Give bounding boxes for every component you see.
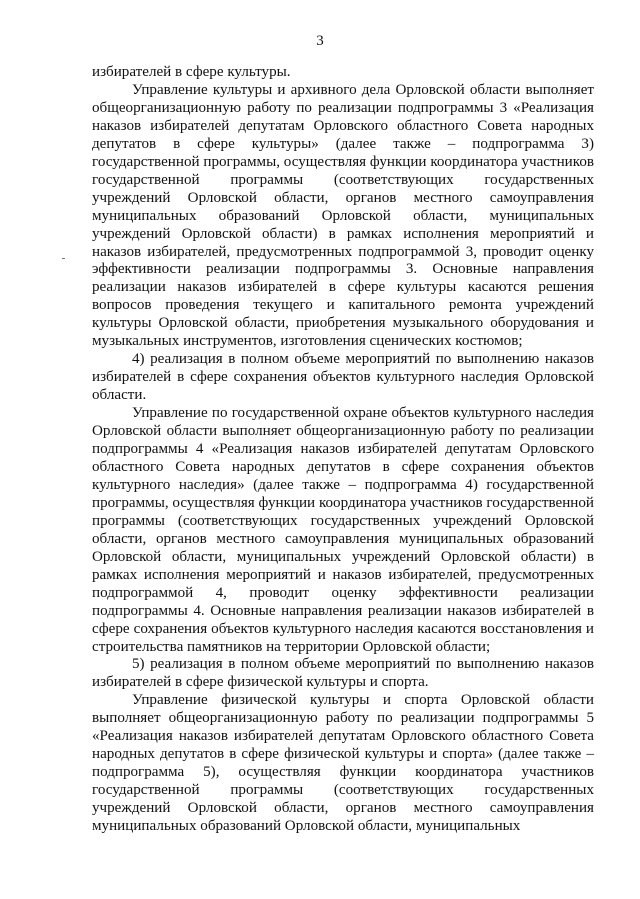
paragraph-subprogram-4: Управление по государственной охране объектов культурного наследия Орловской области выполняет общеорганизационную работу по реализации подпрограммы 4 «Реализация наказов избирателей депутатам Орловского областного Совета народных депутатов в сфере сохранения объектов культурного наследия» (далее также – подпрограмма 4) государственной программы, осуществляя функции координатора участников государственной программы (соответствующих государственных учреждений Орловской области, органов местного самоуправления муниципальных образований Орловской области, муниципальных учреждений Орловской области) в рамках исполнения мероприятий и наказов избирателей, предусмотренных подпрограммой 4, проводит оценку эффективности реализации подпрограммы 4. Основные направления реализации наказов избирателей в сфере сохранения объектов культурного наследия касаются восстановления и строительства памятников на территории Орловской области; bbox=[92, 405, 594, 655]
paragraph-item-4: 4) реализация в полном объеме мероприятий по выполнению наказов избирателей в сфере сохранения объектов культурного наследия Орловской области. bbox=[92, 351, 594, 404]
paragraph-continuation: избирателей в сфере культуры. bbox=[92, 64, 291, 80]
paragraph-subprogram-3: Управление культуры и архивного дела Орловской области выполняет общеорганизационную работу по реализации подпрограммы 3 «Реализация наказов избирателей депутатам Орловского областного Совета народных депутатов в сфере культуры» (далее также – подпрограмма 3) государственной программы, осуществляя функции координатора участников государственной программы (соответствующих государственных учреждений Орловской области, органов местного самоуправления муниципальных образований Орловской области, муниципальных учреждений Орловской области) в рамках исполнения мероприятий и наказов избирателей, предусмотренных подпрограммой 3, проводит оценку эффективности реализации подпрограммы 3. Основные направления реализации наказов избирателей в сфере культуры касаются решения вопросов проведения текущего и капитального ремонта учреждений культуры Орловской области, приобретения музыкального оборудования и музыкальных инструментов, изготовления сценических костюмов; bbox=[92, 81, 594, 350]
paragraph-subprogram-5: Управление физической культуры и спорта Орловской области выполняет общеорганизационную работу по реализации подпрограммы 5 «Реализация наказов избирателей депутатам Орловского областного Совета народных депутатов в сфере физической культуры и спорта» (далее также – подпрограмма 5), осуществляя функции координатора участников государственной программы (соответствующих государственных учреждений Орловской области, органов местного самоуправления муниципальных образований Орловской области, муниципальных bbox=[92, 692, 594, 835]
document-body bbox=[92, 64, 594, 836]
paragraph-item-5: 5) реализация в полном объеме мероприятий по выполнению наказов избирателей в сфере физической культуры и спорта. bbox=[92, 656, 594, 691]
margin-mark bbox=[62, 258, 65, 259]
page-number: 3 bbox=[316, 33, 324, 49]
